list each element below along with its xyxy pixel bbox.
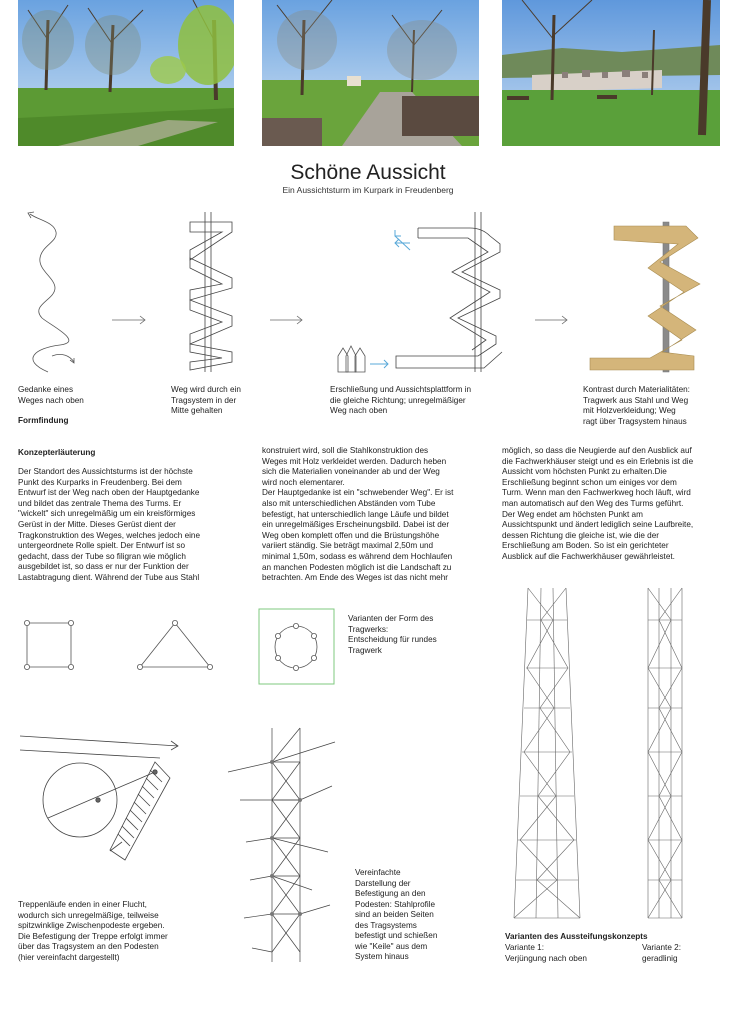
straight-tower-variant — [648, 588, 682, 918]
page-subtitle: Ein Aussichtsturm im Kurpark in Freudenberg — [282, 185, 454, 195]
caption-tragsystem: Weg wird durch ein Tragsystem in der Mitte gehalten — [171, 385, 241, 415]
round-variant-diagram — [259, 609, 334, 684]
arrow-icon — [112, 316, 567, 324]
aussteifung-heading: Varianten des Aussteifungskonzepts — [505, 932, 648, 941]
variante-2-caption: Variante 2: geradlinig — [642, 943, 681, 963]
tapered-tower-variant — [514, 588, 580, 918]
konzept-heading: Konzepterläuterung — [18, 448, 96, 457]
caption-erschliessung: Erschließung und Aussichtsplattform in die gleiche Richtung; unregelmäßiger Weg nach oben — [330, 385, 472, 415]
zigzag-around-mast-sketch — [190, 212, 232, 372]
path-with-platform-sketch — [396, 212, 502, 372]
square-variant-diagram — [24, 620, 73, 669]
stair-plan-diagram — [0, 725, 200, 865]
formfindung-diagrams — [0, 205, 736, 380]
befestigung-caption: Vereinfachte Darstellung der Befestigung an den Podesten: Stahlprofile sind an beiden Seiten des Tragsystems befestigt und schießen wie "Keile" aus dem System hinaus — [355, 868, 438, 961]
wood-steel-model — [590, 222, 700, 372]
variante-1-caption: Variante 1: Verjüngung nach oben — [505, 943, 587, 963]
photo-park-town-view — [502, 0, 720, 146]
mast-wedge-diagram — [225, 725, 340, 965]
caption-gedanke: Gedanke eines Weges nach oben — [18, 385, 84, 405]
wave-path-sketch — [28, 212, 74, 372]
konzept-column-3: möglich, so dass die Neugierde auf den Ausblick auf die Fachwerkhäuser steigt und es ein Erlebnis ist die Aussicht vom höchsten Punkt zu erhalten.Die Erschließung beginnt schon um einiges vor dem Turm. Wenn man den Fachwerkweg hoch läuft, wird man automatisch auf den Weg des Turms geführt. Der Weg endet am höchsten Punkt am Aussichtspunkt und ändert lediglich seine Laufbreite, dessen Richtung die gleiche ist, wie die der Erschließung am Boden. So ist ein gerichteter Ausblick auf die Fachwerkhäuser gewährleistet. — [502, 446, 694, 561]
photo-park-trees — [18, 0, 234, 146]
formfindung-heading: Formfindung — [18, 416, 69, 425]
houses-icon — [338, 346, 365, 372]
aussteifung-tower-diagrams — [505, 582, 705, 922]
tragwerk-variant-diagrams — [0, 600, 340, 690]
triangle-variant-diagram — [137, 620, 212, 669]
treppe-caption: Treppenläufe enden in einer Flucht, wodurch sich unregelmäßige, teilweise spitzwinklige Zwischenpodeste ergeben. Die Befestigung der Treppe erfolgt immer über das Tragsystem an den Podesten (hier vereinfacht dargestellt) — [18, 900, 168, 962]
photo-park-path — [262, 0, 479, 146]
caption-kontrast: Kontrast durch Materialitäten: Tragwerk aus Stahl und Weg mit Holzverkleidung; Weg ragt über Tragsystem hinaus — [583, 385, 690, 426]
blue-arrow-icon — [370, 230, 410, 368]
varianten-form-caption: Varianten der Form des Tragwerks: Entscheidung für rundes Tragwerk — [348, 614, 437, 655]
konzept-column-1: Der Standort des Aussichtsturms ist der höchste Punkt des Kurparks in Freudenberg. Bei dem Entwurf ist der Weg nach oben der Hauptgedanke und bildet das zentrale Thema des Turms. Er "wickelt" sich unregelmäßig um ein kreisförmiges Gerüst in der Mitte. Dieses Gerüst dient der Tragkonstruktion des Weges, welches jedoch eine untergeordnete Rolle spielt. Der Entwurf ist so gedacht, dass der Tube so filigran wie möglich ausgebildet ist, so dass er nur der Funktion der Lastabtragung dient. Während der Tube aus Stahl — [18, 467, 201, 582]
konzept-column-2: konstruiert wird, soll die Stahlkonstruktion des Weges mit Holz verkleidet werden. Dadurch heben sich die Materialien voneinander ab und der Weg wird noch elementarer. Der Hauptgedanke ist ein "schwebender Weg". Er ist also mit unterschiedlichen Abständen vom Tube befestigt, hat unterschiedlich lange Läufe und bildet ein unregelmäßiges Erscheinungsbild. Dabei ist der Weg oben komplett offen und die Brüstungshöhe variiert ständig. Sie beträgt maximal 2,50m und minimal 1,50m, sodass es während dem Hochlaufen an manchen Podesten möglich ist die Landschaft zu betrachten. Am Ende des Weges ist das nicht mehr — [262, 446, 454, 583]
page-title: Schöne Aussicht — [290, 161, 446, 184]
